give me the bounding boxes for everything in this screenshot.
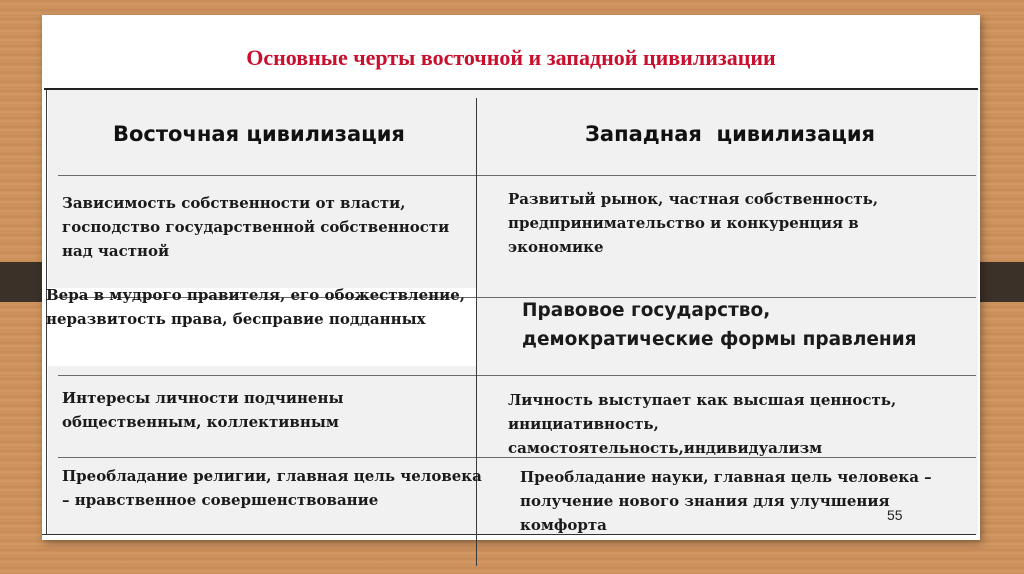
slide-paper (42, 15, 980, 540)
comparison-table (48, 90, 978, 535)
header-east: Восточная цивилизация (113, 122, 405, 146)
row2-rule (58, 375, 976, 376)
row2-east: Вера в мудрого правителя, его обожествление, неразвитость права, бесправие подданных (46, 286, 466, 328)
header-west: Западная цивилизация (585, 122, 876, 146)
row2-west: Правовое государство, демократические формы правления (522, 300, 917, 350)
row3-west: Личность выступает как высшая ценность, инициативность, самостоятельность,индивидуализм (508, 391, 897, 457)
row3-east: Интересы личности подчинены общественным, коллективным (62, 389, 344, 431)
row4-east: Преобладание религии, главная цель человека – нравственное совершенствование (62, 467, 482, 509)
page-number: 55 (887, 507, 903, 523)
slide-title: Основные черты восточной и западной цивилизации (246, 45, 776, 70)
row4-west: Преобладание науки, главная цель человека – получение нового знания для улучшения комфорта (520, 468, 932, 534)
header-rule (58, 175, 976, 176)
row1-east: Зависимость собственности от власти, господство государственной собственности над частной (62, 194, 450, 260)
row1-west: Развитый рынок, частная собственность, предпринимательство и конкуренция в экономике (508, 190, 879, 256)
table-top-rule (44, 88, 978, 90)
